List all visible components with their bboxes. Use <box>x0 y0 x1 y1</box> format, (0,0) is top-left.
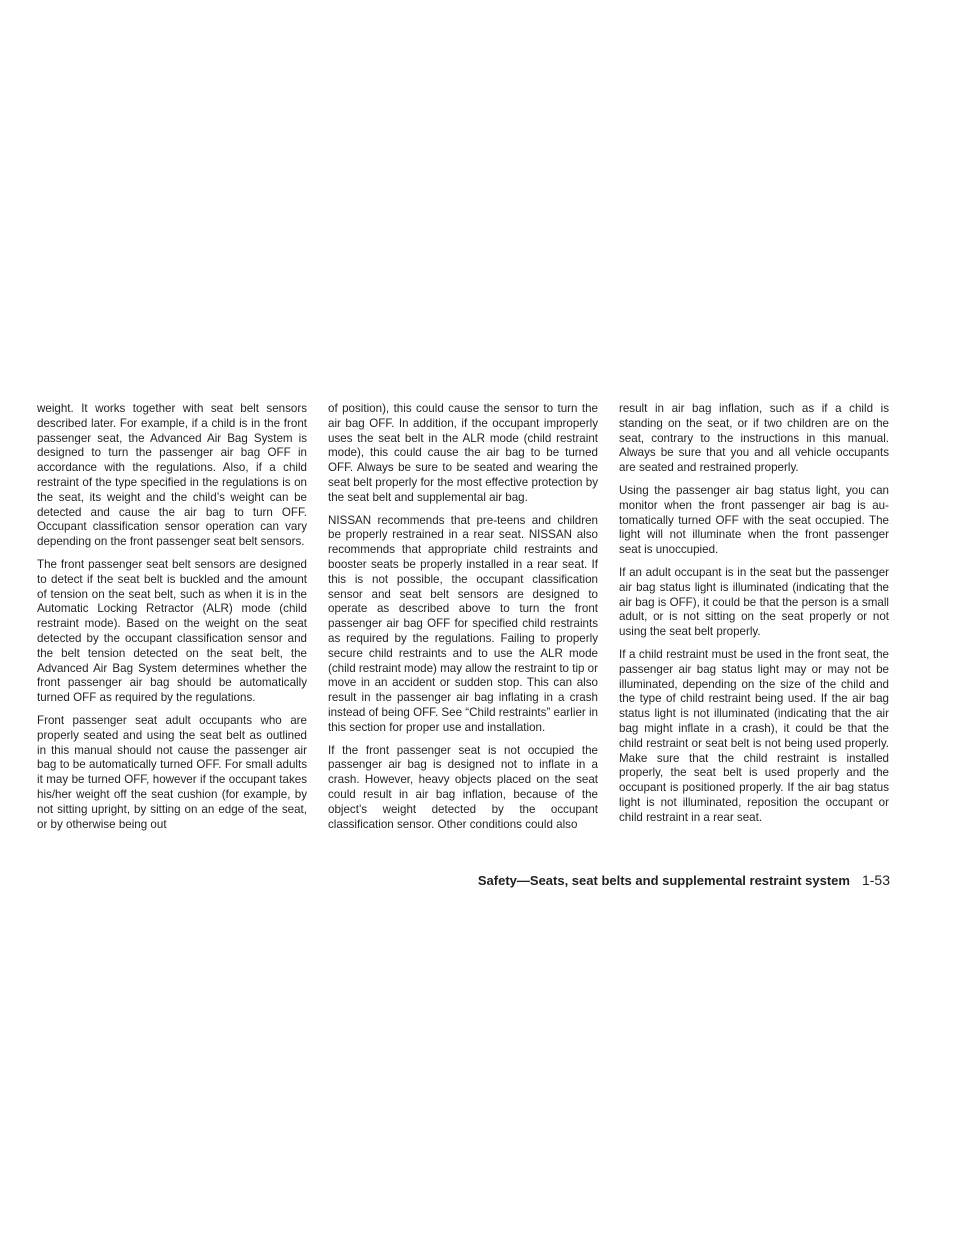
column-1-paragraph-3: Front passenger seat adult occupants who are properly seated and using the seat belt as outlined in this manual should not cause the passenger air bag to be automatically turned OFF. For small adults it may be turned OFF, however if the occupant takes his/her weight off the seat cushion (for example, by not sitting upright, by sitting on an edge of the seat, or by otherwise being out <box>37 713 307 831</box>
column-2-paragraph-3: If the front passenger seat is not occupied the passenger air bag is designed not to inflate in a crash. However, heavy objects placed on the seat could result in air bag inflation, because of the object’s weight detected by the occupant classification sensor. Other conditions could also <box>328 743 598 831</box>
text-column-1 <box>37 402 307 840</box>
column-3-paragraph-4: If a child restraint must be used in the front seat, the passenger air bag status light may or may not be illuminated, depending on the size of the child and the type of child restraint being used. If the air bag status light is not illuminated (indicating that the air bag might inflate in a crash), it could be that the child restraint or seat belt is not being used properly. Make sure that the child restraint is installed properly, the seat belt is used properly and the occupant is positioned properly. If the air bag status light is not illuminated, reposition the occupant or child restraint in a rear seat. <box>619 647 889 824</box>
column-3-paragraph-2: Using the passenger air bag status light, you can monitor when the front passenger air bag is automatically turned OFF with the seat occupied. The light will not illuminate when the front passenger seat is unoccupied. <box>619 483 889 557</box>
column-2-paragraph-2: NISSAN recommends that pre-teens and children be properly restrained in a rear seat. NISSAN also recommends that appropriate child restraints and booster seats be properly installed in a rear seat. If this is not possible, the occupant classification sensor and seat belt sensors are designed to operate as described above to turn the front passenger air bag OFF for specified child restraints as required by the regulations. Failing to properly secure child restraints and to use the ALR mode (child restraint mode) may allow the restraint to tip or move in an accident or sudden stop. This can also result in the passenger air bag inflating in a crash instead of being OFF. See “Child restraints” earlier in this section for proper use and installation. <box>328 513 598 734</box>
text-column-2 <box>328 402 598 840</box>
footer-section-title: Safety—Seats, seat belts and supplemental restraint system <box>477 873 850 888</box>
column-1-paragraph-2: The front passenger seat belt sensors are designed to detect if the seat belt is buckled and the amount of tension on the seat belt, such as when it is in the Automatic Locking Retractor (ALR) mode (child restraint mode). Based on the weight on the seat detected by the occupant classification sensor and the belt tension detected on the seat belt, the Advanced Air Bag System determines whether the front passenger air bag should be automatically turned OFF as required by the regulations. <box>37 557 307 705</box>
column-3-paragraph-3: If an adult occupant is in the seat but the passenger air bag status light is illuminated (indicating that the air bag is OFF), it could be that the person is a small adult, or is not sitting on the seat properly or not using the seat belt properly. <box>619 565 889 639</box>
text-column-3 <box>619 402 889 834</box>
page-number: 1-53 <box>861 872 890 888</box>
column-1-paragraph-1: weight. It works together with seat belt sensors described later. For example, if a child is in the front passenger seat, the Advanced Air Bag System is designed to turn the passenger air bag OFF in accordance with the regulations. Also, if a child restraint of the type specified in the regulations is on the seat, its weight and the child’s weight can be detected and cause the air bag to turn OFF. Occupant classification sensor operation can vary depending on the front passenger seat belt sensors. <box>37 402 307 549</box>
column-3-paragraph-1: result in air bag inflation, such as if a child is standing on the seat, or if two children are on the seat, contrary to the instructions in this manual. Always be sure that you and all vehicle occupants are seated and restrained properly. <box>619 402 889 475</box>
page-footer <box>330 871 890 890</box>
column-2-paragraph-1: of position), this could cause the sensor to turn the air bag OFF. In addition, if the occupant improperly uses the seat belt in the ALR mode (child restraint mode), this could cause the air bag to be turned OFF. Always be sure to be seated and wearing the seat belt properly for the most effective protection by the seat belt and supplemental air bag. <box>328 402 598 504</box>
